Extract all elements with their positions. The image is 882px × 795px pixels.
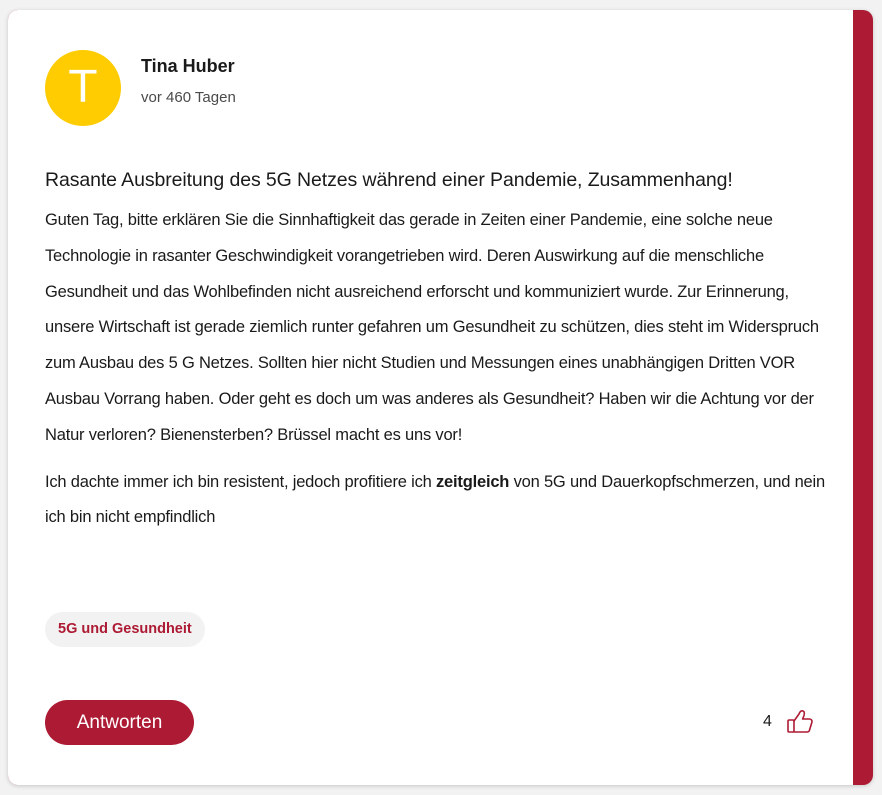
post-paragraph-1: Guten Tag, bitte erklären Sie die Sinnhaftigkeit das gerade in Zeiten einer Pandemie, eine solche neue Technologie in rasanter Geschwindigkeit vorangetrieben wird. Deren Auswirkung auf die menschliche Gesundheit und das Wohlbefinden nicht ausreichend erforscht und kommuniziert wurde. Zur Erinnerung, unsere Wirtschaft ist gerade ziemlich runter gefahren um Gesundheit zu schützen, dies steht im Widerspruch zum Ausbau des 5 G Netzes. Sollten hier nicht Studien und Messungen eines unabhängigen Dritten VOR Ausbau Vorrang haben. Oder geht es doch um was anderes als Gesundheit? Haben wir die Achtung vor der Natur verloren? Bienensterben? Brüssel macht es uns vor! [45, 211, 819, 444]
post-paragraph-2-text-end: von 5G und Dauerkopfschmerzen, und nein ich bin nicht empfindlich [45, 472, 825, 527]
avatar: T [45, 50, 121, 126]
reply-button[interactable]: Antworten [45, 700, 194, 745]
like-count: 4 [763, 713, 772, 730]
post-paragraph-2 [45, 465, 835, 537]
post-card [8, 10, 873, 785]
post-timestamp: vor 460 Tagen [141, 89, 236, 106]
author-name: Tina Huber [141, 56, 235, 76]
post-paragraph-2-text-start: Ich dachte immer ich bin resistent, jedoch profitiere ich [45, 472, 436, 491]
post-title: Rasante Ausbreitung des 5G Netzes während einer Pandemie, Zusammenhang! [45, 169, 733, 191]
post-paragraph-2-bold: zeitgleich [436, 472, 510, 491]
post-card-content [8, 10, 853, 785]
topic-tag[interactable]: 5G und Gesundheit [45, 612, 205, 647]
post-body [45, 203, 835, 536]
thumbs-up-icon[interactable] [785, 708, 815, 736]
